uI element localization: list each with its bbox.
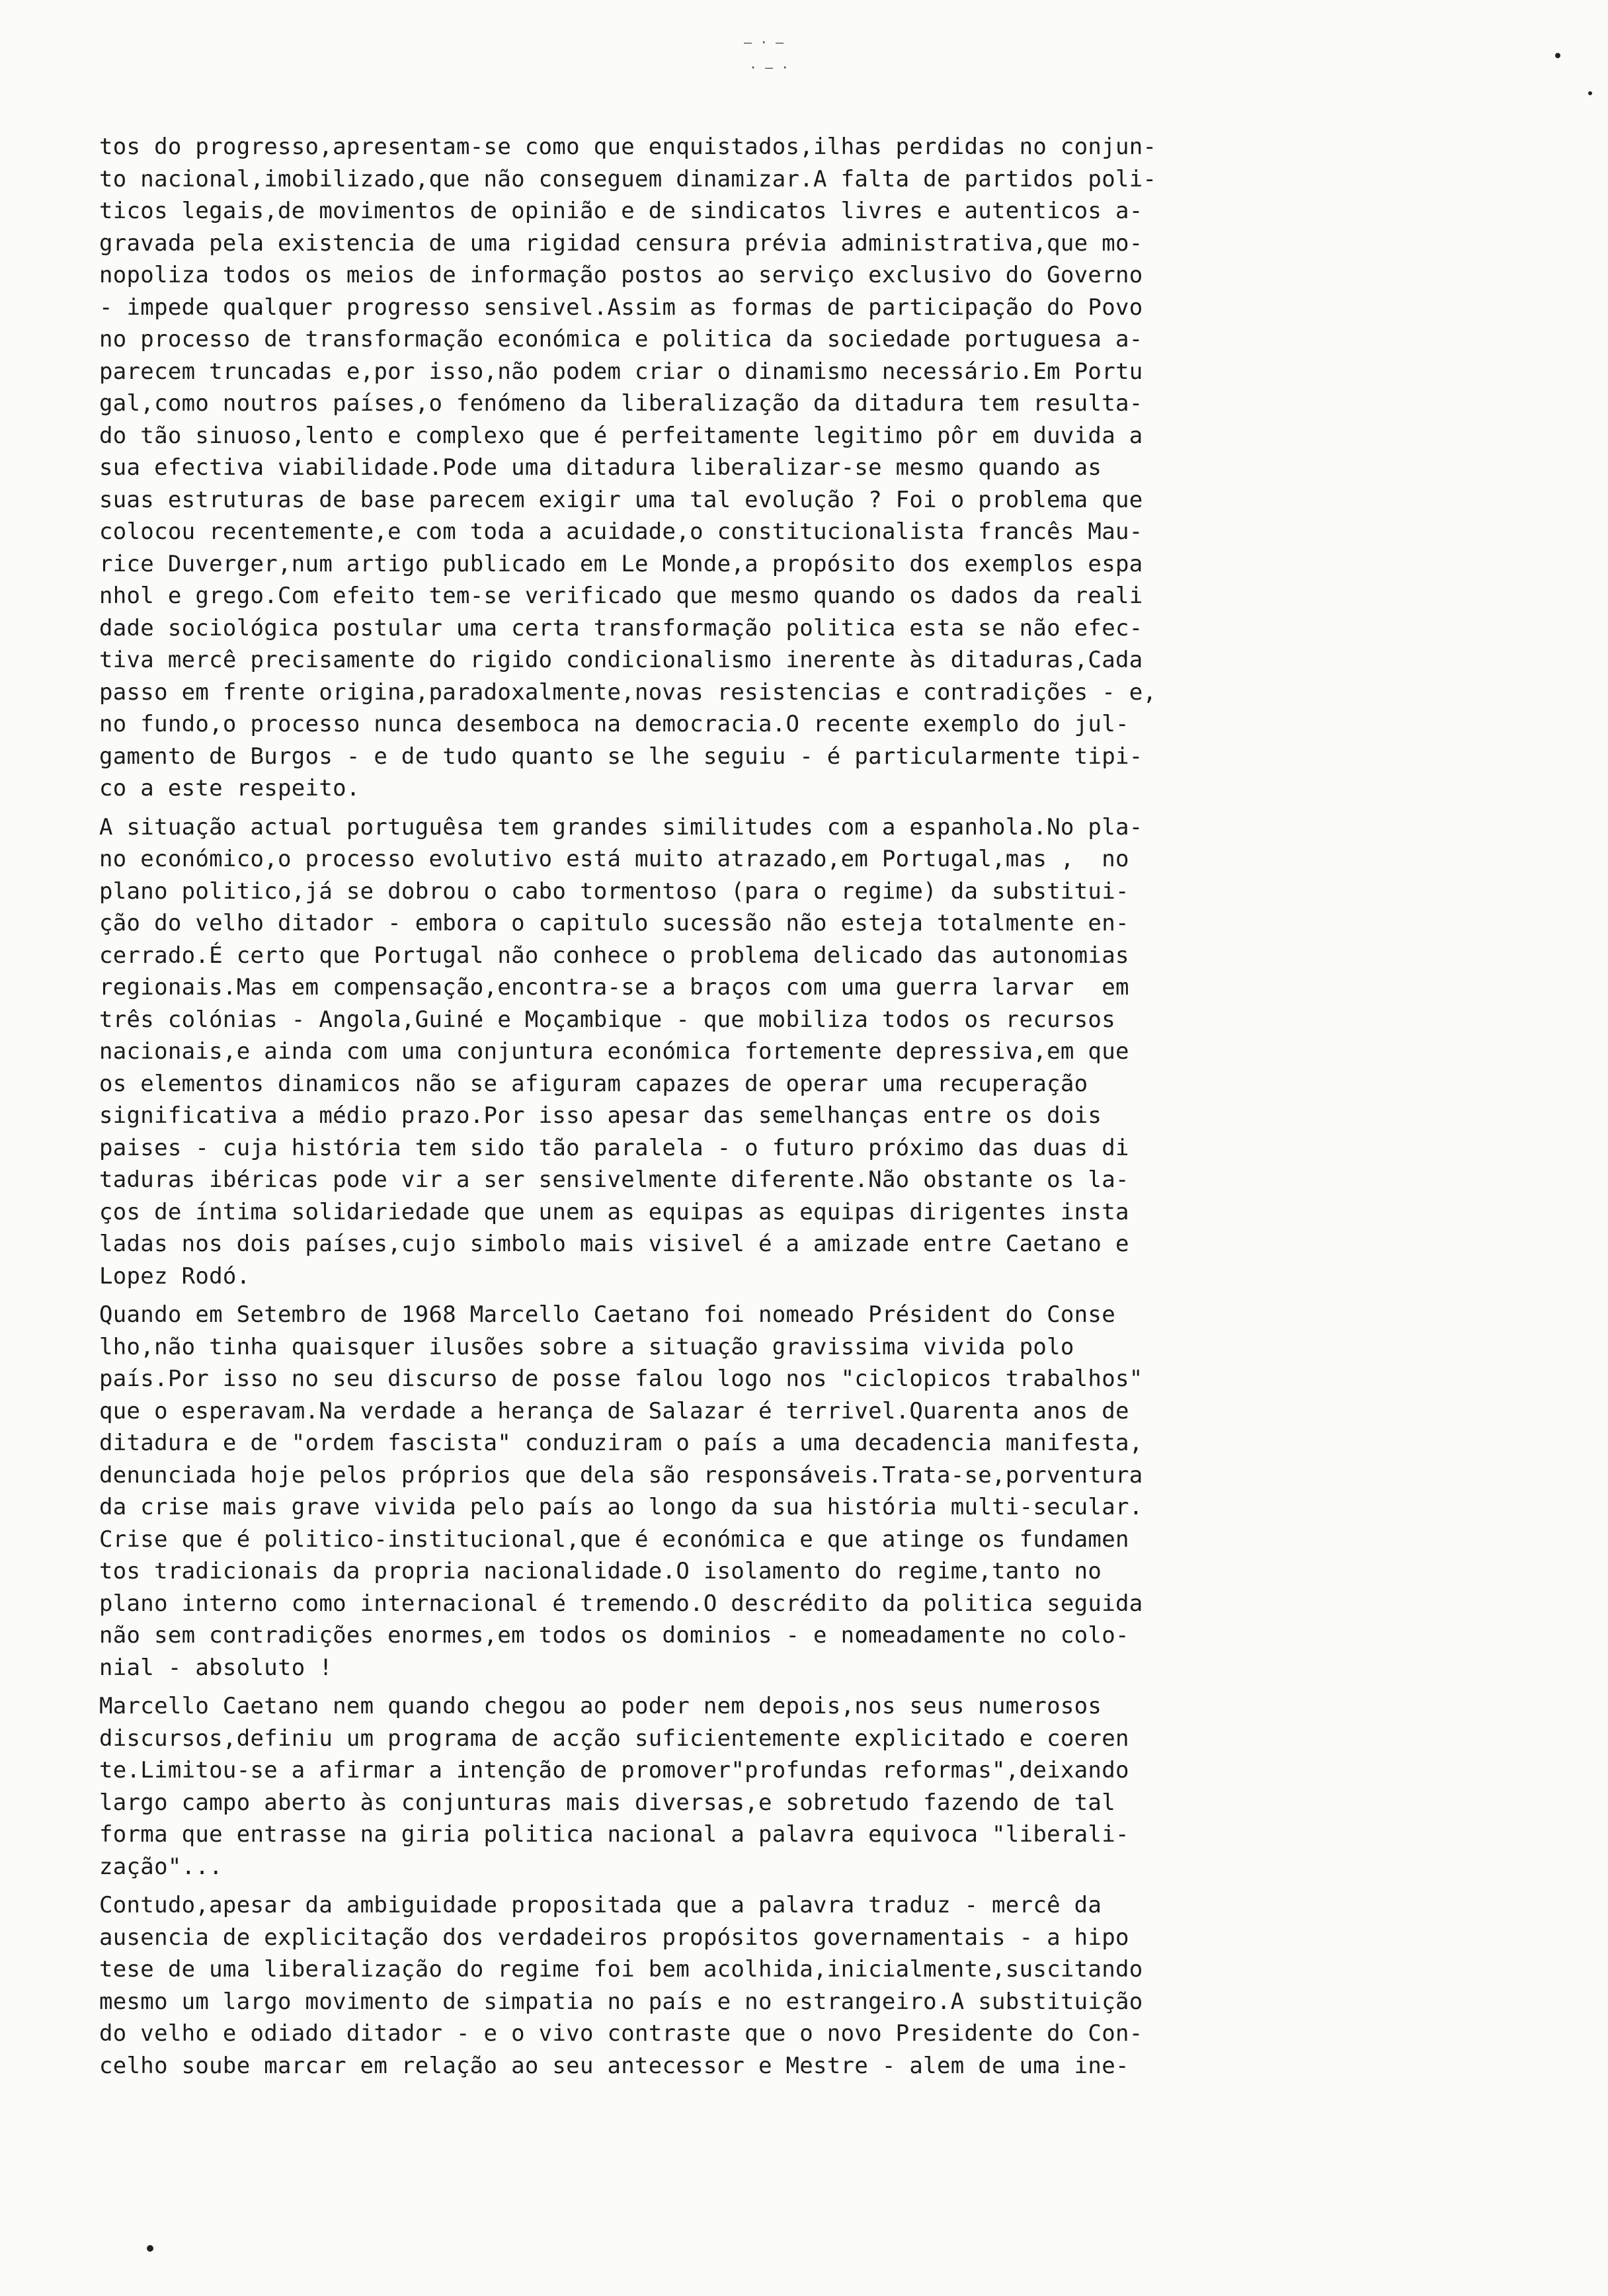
text-line: cerrado.É certo que Portugal não conhece o problema delicado das autonomias — [99, 942, 1129, 969]
text-line: país.Por isso no seu discurso de posse falou logo nos "ciclopicos trabalhos" — [99, 1366, 1143, 1392]
header-mark-top: — · — — [744, 34, 784, 50]
text-line: forma que entrasse na giria politica nacional a palavra equivoca "liberali- — [99, 1821, 1129, 1848]
text-line: do tão sinuoso,lento e complexo que é perfeitamente legitimo pôr em duvida a — [99, 422, 1143, 449]
text-line: to nacional,imobilizado,que não conseguem dinamizar.A falta de partidos poli- — [99, 165, 1157, 192]
text-line: zação"... — [99, 1853, 223, 1880]
text-line: te.Limitou-se a afirmar a intenção de promover"profundas reformas",deixando — [99, 1757, 1129, 1784]
text-line: tiva mercê precisamente do rigido condicionalismo inerente às ditaduras,Cada — [99, 647, 1143, 673]
text-line: Quando em Setembro de 1968 Marcello Caetano foi nomeado Président do Conse — [99, 1301, 1115, 1328]
text-line: taduras ibéricas pode vir a ser sensivelmente diferente.Não obstante os la- — [99, 1167, 1129, 1193]
header-mark-bottom: · – · — [749, 60, 789, 75]
text-line: ditadura e de "ordem fascista" conduziram o país a uma decadencia manifesta, — [99, 1430, 1143, 1456]
text-line: ladas nos dois países,cujo simbolo mais visivel é a amizade entre Caetano e — [99, 1231, 1129, 1257]
text-line: tos do progresso,apresentam-se como que enquistados,ilhas perdidas no conjun- — [99, 134, 1157, 160]
text-line: nhol e grego.Com efeito tem-se verificado que mesmo quando os dados da reali — [99, 583, 1143, 609]
text-line: significativa a médio prazo.Por isso apesar das semelhanças entre os dois — [99, 1102, 1102, 1129]
margin-dot — [147, 2245, 153, 2252]
text-line: gal,como noutros países,o fenómeno da liberalização da ditadura tem resulta- — [99, 390, 1143, 417]
text-line: sua efectiva viabilidade.Pode uma ditadura liberalizar-se mesmo quando as — [99, 454, 1102, 481]
text-line: lho,não tinha quaisquer ilusões sobre a situação gravissima vivida polo — [99, 1333, 1074, 1360]
text-line: ticos legais,de movimentos de opinião e de sindicatos livres e autenticos a- — [99, 198, 1143, 224]
text-line: regionais.Mas em compensação,encontra-se a braços com uma guerra larvar em — [99, 974, 1129, 1001]
text-line: paises - cuja história tem sido tão paralela - o futuro próximo das duas di — [99, 1134, 1129, 1161]
text-line: A situação actual portuguêsa tem grandes similitudes com a espanhola.No pla- — [99, 813, 1143, 840]
text-line: plano politico,já se dobrou o cabo tormentoso (para o regime) da substitui- — [99, 878, 1129, 905]
text-line: Lopez Rodó. — [99, 1262, 251, 1290]
text-line: largo campo aberto às conjunturas mais diversas,e sobretudo fazendo de tal — [99, 1789, 1115, 1816]
text-line: mesmo um largo movimento de simpatia no país e no estrangeiro.A substituição — [99, 1988, 1143, 2015]
corner-dot — [1588, 91, 1592, 95]
text-line: denunciada hoje pelos próprios que dela são responsáveis.Trata-se,porventura — [99, 1461, 1143, 1489]
text-line: que o esperavam.Na verdade a herança de Salazar é terrivel.Quarenta anos de — [99, 1397, 1129, 1424]
text-line: ção do velho ditador - embora o capitulo sucessão não esteja totalmente en- — [99, 910, 1129, 936]
text-line: parecem truncadas e,por isso,não podem criar o dinamismo necessário.Em Portu — [99, 358, 1143, 385]
text-line: passo em frente origina,paradoxalmente,novas resistencias e contradições - e, — [99, 678, 1157, 706]
text-line: Crise que é politico-institucional,que é económica e que atinge os fundamen — [99, 1526, 1129, 1553]
text-line: colocou recentemente,e com toda a acuidade,o constitucionalista francês Mau- — [99, 518, 1143, 545]
text-line: nacionais,e ainda com uma conjuntura económica fortemente depressiva,em que — [99, 1038, 1129, 1065]
text-line: Contudo,apesar da ambiguidade propositada que a palavra traduz - mercê da — [99, 1892, 1102, 1918]
text-line: dade sociológica postular uma certa transformação politica esta se não efec- — [99, 614, 1143, 641]
text-line: nopoliza todos os meios de informação postos ao serviço exclusivo do Governo — [99, 262, 1143, 288]
text-line: nial - absoluto ! — [99, 1654, 333, 1681]
text-line: celho soube marcar em relação ao seu antecessor e Mestre - alem de uma ine- — [99, 2052, 1129, 2079]
corner-dot — [1555, 53, 1560, 58]
text-line: - impede qualquer progresso sensivel.Assim as formas de participação do Povo — [99, 294, 1143, 321]
text-line: gravada pela existencia de uma rigidad censura prévia administrativa,que mo- — [99, 229, 1143, 257]
text-line: ços de íntima solidariedade que unem as equipas as equipas dirigentes insta — [99, 1198, 1129, 1225]
text-line: suas estruturas de base parecem exigir uma tal evolução ? Foi o problema que — [99, 486, 1143, 513]
text-line: no processo de transformação económica e politica da sociedade portuguesa a- — [99, 326, 1143, 352]
text-line: tese de uma liberalização do regime foi bem acolhida,inicialmente,suscitando — [99, 1956, 1143, 1983]
text-line: no fundo,o processo nunca desemboca na democracia.O recente exemplo do jul- — [99, 711, 1129, 737]
text-line: da crise mais grave vivida pelo país ao longo da sua história multi-secular. — [99, 1494, 1143, 1520]
text-line: não sem contradições enormes,em todos os dominios - e nomeadamente no colo- — [99, 1622, 1129, 1649]
text-line: gamento de Burgos - e de tudo quanto se lhe seguiu - é particularmente tipi- — [99, 743, 1143, 770]
text-line: os elementos dinamicos não se afiguram capazes de operar uma recuperação — [99, 1070, 1088, 1097]
text-line: no económico,o processo evolutivo está muito atrazado,em Portugal,mas , no — [99, 846, 1129, 872]
text-line: co a este respeito. — [99, 775, 360, 801]
text-line: do velho e odiado ditador - e o vivo contraste que o novo Presidente do Con- — [99, 2020, 1143, 2047]
document-body — [99, 131, 1508, 2082]
text-line: ausencia de explicitação dos verdadeiros propósitos governamentais - a hipo — [99, 1924, 1129, 1951]
text-line: tos tradicionais da propria nacionalidade.O isolamento do regime,tanto no — [99, 1558, 1102, 1584]
text-line: Marcello Caetano nem quando chegou ao poder nem depois,nos seus numerosos — [99, 1693, 1102, 1719]
text-line: rice Duverger,num artigo publicado em Le Monde,a propósito dos exemplos espa — [99, 550, 1143, 577]
text-line: três colónias - Angola,Guiné e Moçambique - que mobiliza todos os recursos — [99, 1006, 1115, 1033]
text-line: plano interno como internacional é tremendo.O descrédito da politica seguida — [99, 1590, 1143, 1617]
page-header — [744, 34, 789, 75]
text-line: discursos,definiu um programa de acção suficientemente explicitado e coeren — [99, 1725, 1129, 1752]
